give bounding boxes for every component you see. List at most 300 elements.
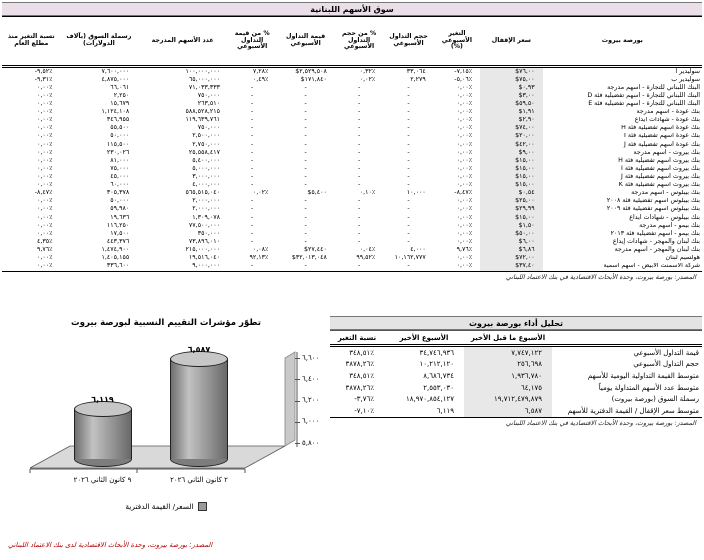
weekly-change: ٠,٠٠٪ — [456, 222, 473, 229]
market-table-header-cell: % من حجم التداول الأسبوعي — [335, 17, 383, 67]
week-before-last-value: ١,٩٣٦,٧٨٠ — [464, 370, 552, 382]
last-week-value: ٦,١١٩ — [384, 405, 464, 417]
weekly-value: - — [304, 165, 307, 172]
x-axis-label: ٩ كانون الثاني ٢٠٢٦ — [73, 476, 132, 484]
weekly-value: - — [276, 263, 335, 272]
listed-shares: ١٩,٥١٦,٠٤٠ — [188, 254, 220, 262]
chart-floor — [30, 446, 285, 468]
table-row — [2, 67, 702, 77]
value-share-pct: - — [251, 230, 254, 237]
table-row — [2, 182, 702, 190]
weekly-volume: - — [407, 238, 410, 245]
table-row — [330, 346, 702, 359]
stock-name: البنك اللبناني للتجارة - أسهم مدرجة — [607, 84, 700, 91]
market-table-header-cell: قيمة التداول الأسبوعي — [276, 17, 335, 67]
market-cap: ١,١٢٤,١٠٨ — [101, 108, 130, 116]
performance-table-title: تحليل أداء بورصة بيروت — [330, 316, 702, 330]
listed-shares: ٢,٠٠٠,٠٠٠ — [192, 197, 220, 205]
stock-name: بنك عودة - شهادات ايداع — [634, 116, 700, 124]
y-axis-tick-label: ٦,٤٠٠ — [302, 374, 320, 383]
listed-shares: ٢,٧٥٠,٠٠٠ — [192, 140, 220, 148]
stock-name: بنك بيروت - أسهم مدرجة — [633, 149, 700, 156]
weekly-volume: - — [407, 132, 410, 140]
volume-share-pct: - — [357, 230, 361, 237]
closing-price: $٢٩,٩٩ — [480, 206, 543, 214]
y-axis-tick-label: ٥,٨٠٠ — [302, 438, 320, 447]
weekly-change: ٠,٠٠٪ — [434, 263, 480, 272]
closing-price: $٢٠,٠٠ — [480, 133, 543, 141]
market-table-header-cell: بورصة بيروت — [543, 17, 702, 67]
last-week-value: ٢,٥٥٣,٠٣٠ — [423, 383, 454, 392]
table-row — [2, 255, 702, 263]
volume-share-pct: - — [357, 132, 361, 140]
weekly-change: ٠,٠٠٪ — [456, 108, 473, 116]
table-row — [2, 198, 702, 206]
market-table-body — [2, 67, 702, 272]
weekly-value: - — [304, 92, 307, 99]
market-cap: ١٧,٥٠٠ — [110, 230, 130, 237]
stock-name: بنك بيبلوس أسهم تفضيلية فئة ٢٠٠٩ — [606, 205, 700, 213]
listed-shares: ٢٦٣,٥١٠ — [197, 100, 220, 108]
weekly-volume: - — [407, 92, 410, 99]
legend-label: السعر/ القيمة الدفترية — [125, 502, 194, 511]
listed-shares: ٥٨٨,٥٢٨,٢١٥ — [185, 108, 220, 116]
table-row — [2, 246, 702, 254]
y-axis-tick-label: ٦,٠٠٠ — [302, 417, 320, 426]
weekly-change: ٠,٠٠٪ — [456, 254, 473, 262]
table-row — [2, 100, 702, 108]
value-share-pct: - — [251, 108, 254, 116]
market-cap: ٦٠,٠٠٠ — [110, 181, 130, 189]
value-share-pct: ٠,٤٩٪ — [252, 76, 269, 83]
table-row — [330, 359, 702, 371]
market-cap: ١,٤٧٤,٩٠٠ — [101, 246, 130, 253]
weekly-change: ٠,٠٠٪ — [456, 213, 473, 221]
weekly-volume: ٤,٠٠٠ — [410, 246, 426, 253]
metric-label: متوسط القيمة التداولية اليومية للأسهم — [587, 371, 699, 380]
weekly-volume: - — [407, 213, 410, 221]
chart-plot-area — [6, 316, 342, 522]
market-cap: ٢٣٠,٠٢٦ — [106, 149, 130, 156]
weekly-volume: - — [407, 197, 410, 205]
value-share-pct: - — [251, 149, 254, 156]
listed-shares: ٧٧,٥٠٠,٠٠٠ — [188, 222, 220, 229]
weekly-value: - — [304, 230, 307, 237]
market-cap: ٥٠,٠٠٠ — [110, 197, 130, 205]
closing-price: $٠,٩٣ — [480, 84, 543, 92]
listed-shares: ٣٥٠,٠٠٠ — [197, 230, 220, 237]
value-share-pct: - — [251, 100, 254, 108]
chart-source: المصدر: بورصة بيروت، وحدة الأبحاث الاقتصادية لدى بنك الاعتماد اللبناني — [8, 541, 213, 549]
closing-price: $٤٢,٠٠ — [480, 141, 543, 149]
market-cap: ١,٤٠٥,١٥٥ — [101, 254, 130, 262]
ytd-change: ٠,٠٠٪ — [37, 205, 53, 213]
stock-name: بنك عودة - أسهم مدرجة — [636, 108, 700, 116]
weekly-value: - — [304, 108, 307, 116]
value-share-pct: - — [228, 263, 276, 272]
value-share-pct: - — [251, 173, 254, 181]
volume-share-pct: - — [357, 149, 361, 156]
closing-price: $٥٩,٥٠ — [480, 100, 543, 108]
table-row — [2, 165, 702, 173]
y-axis-tick-mark — [295, 443, 300, 444]
ytd-change: ٠,٠٠٪ — [37, 157, 53, 164]
closing-price: $٣,٠٠ — [480, 92, 543, 100]
value-share-pct: - — [251, 197, 254, 205]
bar-cylinder — [74, 409, 132, 459]
market-table-header-cell: نسبة التغير منذ مطلع العام — [2, 17, 61, 67]
listed-shares: ٦٥,٠٠٠,٠٠٠ — [188, 76, 220, 83]
weekly-change: -٨,٤٧٪ — [454, 189, 473, 197]
weekly-value: - — [304, 116, 307, 124]
change-pct: ٣٨٧٨,٢٦٪ — [345, 360, 374, 369]
weekly-volume: - — [407, 157, 410, 164]
listed-shares: ١,٣٠٩,٠٧٨ — [192, 213, 220, 221]
market-cap: ٤٤٣,٣٧٦ — [106, 238, 130, 245]
ytd-change: ٠,٠٠٪ — [37, 84, 53, 91]
ytd-change: ٠,٠٠٪ — [37, 222, 53, 229]
table-row — [2, 84, 702, 92]
market-cap: ٣٤٦,٩٥٥ — [106, 116, 130, 124]
performance-table-header-cell — [552, 331, 702, 346]
ytd-change: ٠,٠٠٪ — [37, 254, 53, 262]
market-table-header-cell: عدد الأسهم المدرجة — [137, 17, 228, 67]
market-cap: ١١٦,٢٥٠ — [106, 222, 130, 229]
weekly-value: - — [304, 213, 307, 221]
closing-price: $١,٥٠ — [480, 222, 543, 230]
weekly-volume: - — [407, 100, 410, 108]
closing-price: $٧٢,٠٠ — [480, 255, 543, 263]
closing-price: $١٥,٠٠ — [480, 214, 543, 222]
ytd-change: ٠,٠٠٪ — [37, 197, 53, 205]
value-share-pct: - — [251, 140, 254, 148]
table-row — [2, 190, 702, 198]
weekly-volume: ١٠,٠٠٠ — [406, 189, 426, 197]
stock-name: بنك بيروت أسهم تفضيلية فئة K — [618, 181, 700, 189]
ytd-change: ٠,٠٠٪ — [37, 230, 53, 237]
listed-shares: ٩,٠٠٠,٠٠٠ — [137, 263, 228, 272]
weekly-change: -٥,٠٦٪ — [454, 76, 473, 83]
weekly-change: ٠,٠٠٪ — [456, 132, 473, 140]
ytd-change: ٠,٠٠٪ — [37, 92, 53, 99]
weekly-volume: - — [407, 124, 410, 132]
value-share-pct: ٩٢,١٣٪ — [249, 254, 269, 262]
y-axis-tick-label: ٦,٢٠٠ — [302, 396, 320, 404]
listed-shares: ١٠٠,٠٠٠,٠٠٠ — [185, 67, 220, 75]
metric-label: حجم التداول الأسبوعي — [633, 360, 699, 369]
stock-name: بنك بيبلوس أسهم تفضيلية فئة ٢٠٠٨ — [606, 197, 700, 205]
stock-name: بنك بيبلوس - أسهم مدرجة — [631, 189, 700, 197]
closing-price: $٥٠,٠٠ — [480, 230, 543, 238]
ytd-change: ٠,٠٠٪ — [37, 181, 53, 189]
legend-swatch — [198, 502, 207, 511]
ytd-change: ٠,٠٠٪ — [37, 165, 53, 172]
stock-name: بنك بيروت أسهم تفضيلية فئة I — [621, 165, 700, 172]
weekly-change: ٠,٠٠٪ — [456, 92, 473, 99]
market-cap: ٧,٦٠٠,٠٠٠ — [101, 67, 130, 75]
stock-name: بنك بيمو - أسهم مدرجة — [639, 222, 700, 229]
value-share-pct: ٠,٠٢٪ — [252, 189, 269, 197]
listed-shares: ٥,٠٠٠,٠٠٠ — [192, 165, 220, 172]
bar-value-label: ٦,١١٩ — [91, 395, 114, 405]
weekly-value: - — [304, 84, 307, 91]
weekly-value: - — [304, 100, 307, 108]
weekly-volume: ١٠,١٦٢,٧٧٧ — [394, 254, 426, 262]
performance-table-header-row — [330, 331, 702, 346]
volume-share-pct: - — [357, 197, 361, 205]
ytd-change: ٩,٧٦٪ — [37, 246, 53, 253]
weekly-volume: - — [407, 173, 410, 181]
stock-name: بنك بيبلوس - شهادات ايداع — [629, 213, 700, 221]
weekly-value: $٢,٥٢٩,٥٠٨ — [295, 67, 327, 75]
ytd-change: ٠,٠٠٪ — [37, 132, 53, 140]
closing-price: $٩,٠٠ — [480, 149, 543, 157]
weekly-value: $٥,٤٠٠ — [307, 189, 327, 197]
closing-price: $١,٩١ — [480, 109, 543, 117]
week-before-last-value: ٦,٥٨٧ — [464, 405, 552, 417]
table-row — [330, 370, 702, 382]
ytd-change: ٠,٠٠٪ — [37, 213, 53, 221]
y-axis-tick-mark — [295, 401, 300, 402]
market-table — [2, 16, 702, 272]
weekly-change: ٩,٧٦٪ — [456, 246, 473, 253]
table-row — [2, 76, 702, 84]
table-row — [2, 109, 702, 117]
stock-name: بنك لبنان والمهجر - أسهم مدرجة — [614, 246, 700, 253]
weekly-volume: - — [407, 230, 410, 237]
last-week-value: ٨,٦٨٦,٧٣٤ — [423, 371, 454, 380]
ytd-change: -٩,٣١٪ — [34, 76, 53, 83]
value-share-pct: - — [251, 181, 254, 189]
weekly-change: -٧,١٥٪ — [454, 67, 473, 75]
table-row — [2, 173, 702, 181]
value-share-pct: - — [251, 238, 254, 245]
volume-share-pct: - — [357, 92, 361, 99]
market-cap: ٣٠٥,٣٧٨ — [106, 189, 130, 197]
market-cap: ٥٠,٠٠٠ — [110, 132, 130, 140]
listed-shares: ٥,٤٠٠,٠٠٠ — [192, 157, 220, 164]
table-row — [2, 214, 702, 222]
stock-name: بنك عودة أسهم تفضيلية فئة H — [621, 124, 700, 132]
weekly-volume: ٢,٢٧٩ — [410, 76, 426, 83]
performance-table-section — [330, 316, 702, 427]
weekly-change: ٠,٠٠٪ — [456, 124, 473, 132]
weekly-change: ٠,٠٠٪ — [456, 140, 473, 148]
weekly-value: - — [304, 124, 307, 132]
weekly-change: ٠,٠٠٪ — [456, 84, 473, 91]
table-row — [2, 133, 702, 141]
weekly-change: ٠,٠٠٪ — [456, 165, 473, 172]
weekly-change: ٠,٠٠٪ — [456, 238, 473, 245]
market-cap: ٤٥,٠٠٠ — [110, 173, 130, 181]
ytd-change: -٨,٤٧٪ — [34, 189, 53, 197]
ytd-change: ٠,٠٠٪ — [2, 263, 61, 272]
y-axis-tick-label: ٦,٦٠٠ — [302, 353, 320, 362]
market-cap: ٨١,٠٠٠ — [110, 157, 130, 164]
listed-shares: ٧٣,٨٩٦,٠١٠ — [188, 238, 220, 245]
volume-share-pct: ٩٩,٥٢٪ — [356, 254, 376, 262]
week-before-last-value: ١٩,٧١٢,٤٧٩,٨٧٩ — [464, 393, 552, 405]
ytd-change: ٠,٠٠٪ — [37, 100, 53, 108]
volume-share-pct: - — [357, 84, 361, 91]
weekly-value: - — [304, 238, 307, 245]
value-share-pct: - — [251, 84, 254, 91]
value-share-pct: - — [251, 205, 254, 213]
stock-name: البنك اللبناني للتجارة - أسهم تفضيلية فئة E — [588, 100, 700, 108]
market-table-header-row — [2, 17, 702, 67]
weekly-value: - — [304, 197, 307, 205]
market-cap: ٤,٨٧٥,٠٠٠ — [101, 76, 130, 83]
weekly-value: - — [304, 132, 307, 140]
metric-label: قيمة التداول الأسبوعي — [633, 348, 699, 357]
listed-shares: ٧٥٠,٠٠٠ — [197, 92, 220, 99]
listed-shares: ٧٥٠,٠٠٠ — [197, 124, 220, 132]
table-row — [2, 263, 702, 272]
closing-price: $٢٥,٠٠ — [480, 198, 543, 206]
volume-share-pct: ٠,٠٢٪ — [359, 76, 376, 83]
listed-shares: ١١٩,٦٣٩,٧٦١ — [185, 116, 220, 124]
metric-label: رسملة السوق (بورصة بيروت) — [611, 395, 699, 404]
market-cap: ١٥,٦٧٩ — [110, 100, 130, 108]
market-table-source: المصدر: بورصة بيروت، وحدة الأبحاث الاقتصادية في بنك الاعتماد اللبناني — [505, 273, 696, 282]
volume-share-pct: - — [357, 222, 361, 229]
closing-price: $١٥,٠٠ — [480, 173, 543, 181]
weekly-volume: - — [407, 181, 410, 189]
market-cap: ٥٩,٩٨٠ — [110, 205, 130, 213]
weekly-value: $٢٧,٤٤٠ — [303, 246, 327, 253]
volume-share-pct: - — [357, 116, 361, 124]
weekly-value: - — [304, 149, 307, 156]
x-axis-label: ٢ كانون الثاني ٢٠٢٦ — [170, 476, 228, 484]
volume-share-pct: - — [357, 140, 361, 148]
stock-name: بنك لبنان والمهجر - شهادات إيداع — [612, 238, 700, 245]
last-week-value: ١٨,٩٧٠,٨٥٤,١٢٧ — [405, 395, 454, 404]
weekly-change: ٠,٠٠٪ — [456, 181, 473, 189]
closing-price: $٦,٨٦ — [480, 246, 543, 254]
ytd-change: ٠,٠٠٪ — [37, 173, 53, 181]
weekly-value: - — [304, 205, 307, 213]
chart-title: تطوّر مؤشرات التقييم النسبية لبورصة بيروت — [71, 318, 261, 328]
closing-price: $١٥,٠٠ — [480, 182, 543, 190]
closing-price: $٣٧,٤٠ — [480, 263, 543, 272]
ytd-change: ٠,٠٠٪ — [37, 116, 53, 124]
chart-legend — [66, 502, 266, 511]
week-before-last-value: ٦٤,١٧٥ — [464, 382, 552, 394]
closing-price: $٧٥,٠٠ — [480, 76, 543, 84]
table-row — [2, 92, 702, 100]
table-row — [2, 117, 702, 125]
weekly-change: ٠,٠٠٪ — [456, 116, 473, 124]
value-share-pct: - — [251, 92, 254, 99]
y-axis-tick-mark — [295, 422, 300, 423]
change-pct: -٧,١٠٪ — [330, 405, 384, 417]
volume-share-pct: - — [357, 205, 361, 213]
performance-table-header-cell: الأسبوع الأخير — [384, 331, 464, 346]
volume-share-pct: ٠,١٠٪ — [359, 189, 376, 197]
value-share-pct: - — [251, 124, 254, 132]
weekly-volume: - — [407, 165, 410, 172]
listed-shares: ٢١٥,٠٠٠,٠٠٠ — [185, 246, 220, 253]
value-share-pct: - — [251, 132, 254, 140]
value-share-pct: ٧,٢٨٪ — [252, 67, 269, 75]
table-row — [330, 405, 702, 417]
market-table-header-cell: سعر الإقفال — [480, 17, 543, 67]
weekly-change: ٠,٠٠٪ — [456, 205, 473, 213]
table-row — [2, 230, 702, 238]
table-row — [330, 393, 702, 405]
weekly-volume: - — [407, 205, 410, 213]
weekly-volume: - — [407, 108, 410, 116]
weekly-change: ٠,٠٠٪ — [456, 230, 473, 237]
market-cap: ٣٣٦,٦٠٠ — [61, 263, 138, 272]
volume-share-pct: - — [357, 157, 361, 164]
closing-price: $١٥,٠٠ — [480, 157, 543, 165]
stock-name: سوليدير ب — [671, 76, 700, 83]
stock-name: بنك بيروت أسهم تفضيلية فئة J — [621, 173, 700, 181]
weekly-value: - — [304, 173, 307, 181]
value-share-pct: - — [251, 165, 254, 172]
stock-name: بنك عودة أسهم تفضيلية فئة J — [623, 140, 700, 148]
performance-table-body — [330, 346, 702, 418]
weekly-volume: - — [383, 263, 433, 272]
weekly-volume: - — [407, 149, 410, 156]
weekly-value: - — [304, 157, 307, 164]
weekly-change: ٠,٠٠٪ — [456, 149, 473, 156]
table-row — [2, 238, 702, 246]
stock-name: بنك بيمو - أسهم تفضيلية فئة ٢٠١٣ — [610, 230, 700, 237]
week-before-last-value: ٧,٧٤٧,١٢٢ — [464, 346, 552, 359]
table-row — [2, 222, 702, 230]
week-before-last-value: ٢٥٦,٦٩٨ — [464, 359, 552, 371]
table-row — [330, 382, 702, 394]
closing-price: $٠,٥٤ — [480, 190, 543, 198]
weekly-volume: - — [407, 84, 410, 91]
market-table-header-cell: % من قيمة التداول الأسبوعي — [228, 17, 276, 67]
closing-price: $١٥,٠٠ — [480, 165, 543, 173]
volume-share-pct: - — [357, 173, 361, 181]
valuation-chart — [6, 316, 342, 522]
weekly-volume: - — [407, 140, 410, 148]
performance-table-source: المصدر: بورصة بيروت، وحدة الأبحاث الاقتصادية في بنك الاعتماد اللبناني — [505, 419, 696, 428]
listed-shares: ٢٥,٥٥٨,٤١٧ — [188, 149, 220, 156]
stock-name: البنك اللبناني للتجارة - أسهم تفضيلية فئة D — [587, 92, 700, 99]
last-week-value: ٣٤,٧٤٦,٩٣٦ — [419, 348, 454, 357]
volume-share-pct: - — [357, 100, 361, 108]
weekly-volume: - — [407, 222, 410, 229]
volume-share-pct: ٠,٣٢٪ — [359, 67, 376, 75]
weekly-value: - — [304, 181, 307, 189]
stock-name: بنك بيروت أسهم تفضيلية فئة H — [618, 157, 700, 164]
table-row — [2, 157, 702, 165]
y-axis-tick-mark — [295, 358, 300, 359]
ytd-change: ٠,٠٠٪ — [37, 108, 53, 116]
closing-price: $٧٦,٠٠ — [480, 67, 543, 77]
change-pct: ٣٤٨,٥١٪ — [349, 371, 374, 380]
ytd-change: ٠,٠٠٪ — [37, 140, 53, 148]
weekly-value: $١٧١,٨٤٠ — [300, 76, 327, 83]
ytd-change: ٠,٠٠٪ — [37, 149, 53, 156]
market-table-header-cell: التغير الأسبوعي (%) — [434, 17, 480, 67]
volume-share-pct: - — [335, 263, 383, 272]
table-row — [2, 149, 702, 157]
weekly-change: ٠,٠٠٪ — [456, 173, 473, 181]
weekly-value: - — [304, 222, 307, 229]
value-share-pct: - — [251, 213, 254, 221]
performance-table-header-cell: نسبة التغير — [330, 331, 384, 346]
metric-label: متوسط عدد الأسهم المتداولة يومياً — [598, 383, 699, 392]
weekly-volume: - — [407, 116, 410, 124]
weekly-value: - — [304, 140, 307, 148]
